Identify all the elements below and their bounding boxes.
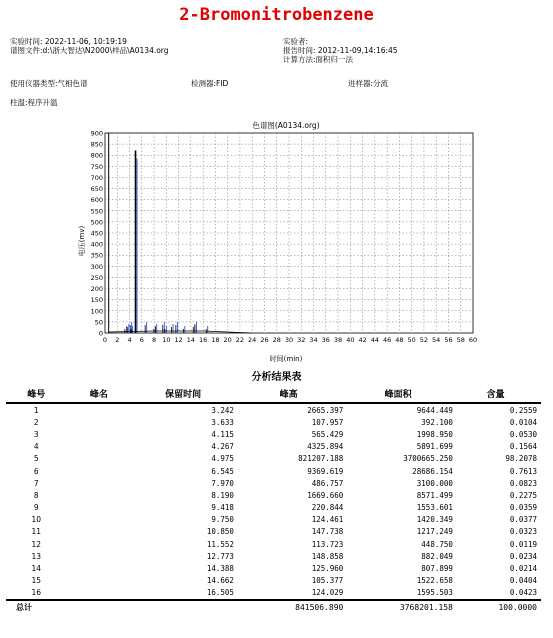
total-label: 总计	[6, 600, 67, 614]
cell-peak-height: 486.757	[311, 478, 344, 488]
cell-retention-time: 14.388	[206, 564, 234, 574]
cell-retention-time: 16.505	[206, 588, 234, 598]
col-retention-time: 保留时间	[131, 384, 234, 403]
y-tick-label: 50	[94, 318, 103, 327]
cell-peak-name	[67, 428, 132, 440]
cell-peak-no: 13	[31, 551, 42, 561]
col-peak-name: 峰名	[67, 384, 132, 403]
cell-peak-no: 1	[33, 405, 39, 415]
cell-peak-height: 125.960	[311, 564, 344, 574]
cell-peak-height: 124.461	[311, 515, 344, 525]
calc-method: 计算方法:面积归一法	[283, 55, 354, 64]
cell-peak-no: 2	[33, 417, 39, 427]
results-header-row	[6, 384, 541, 403]
cell-peak-height: 565.429	[311, 429, 344, 439]
x-tick-label: 14	[186, 336, 196, 344]
cell-peak-no: 4	[33, 442, 39, 452]
cell-retention-time: 3.633	[211, 417, 234, 427]
total-row	[6, 600, 541, 614]
cell-content: 0.1564	[509, 442, 537, 452]
col-peak-no: 峰号	[6, 384, 67, 403]
cell-content: 0.2559	[509, 405, 537, 415]
y-tick-label: 450	[90, 229, 103, 238]
cell-peak-height: 113.723	[311, 539, 344, 549]
cell-retention-time: 8.190	[211, 490, 234, 500]
results-section-title: 分析结果表	[251, 372, 302, 383]
table-row	[6, 587, 541, 600]
y-tick-label: 900	[90, 129, 103, 138]
x-tick-label: 28	[272, 336, 281, 344]
cell-peak-area: 882.049	[421, 551, 453, 561]
cell-peak-height: 821207.188	[298, 454, 344, 464]
x-tick-label: 60	[468, 336, 478, 344]
y-tick-label: 750	[90, 162, 103, 171]
cell-peak-height: 107.957	[311, 417, 344, 427]
table-row	[6, 428, 541, 440]
cell-peak-name	[67, 453, 132, 465]
table-row	[6, 526, 541, 538]
cell-retention-time: 6.545	[211, 466, 234, 476]
cell-peak-name	[67, 538, 132, 550]
y-tick-label: 0	[98, 329, 103, 338]
x-axis-label: 时间(min)	[269, 355, 303, 363]
cell-peak-no: 7	[33, 478, 39, 488]
chart-title: 色谱图(A0134.org)	[252, 121, 320, 130]
cell-retention-time: 12.773	[206, 551, 234, 561]
table-row	[6, 477, 541, 489]
cell-peak-height: 4325.894	[307, 442, 344, 452]
total-content: 100.0000	[453, 600, 541, 614]
x-tick-label: 8	[151, 336, 157, 344]
cell-peak-height: 9369.619	[307, 466, 344, 476]
cell-peak-name	[67, 416, 132, 428]
y-tick-label: 700	[90, 173, 103, 182]
cell-peak-no: 3	[33, 429, 39, 439]
y-tick-label: 400	[90, 240, 103, 249]
y-tick-label: 650	[90, 185, 103, 194]
cell-retention-time: 11.552	[206, 539, 234, 549]
x-tick-label: 48	[395, 336, 404, 344]
x-tick-label: 44	[370, 336, 380, 344]
cell-peak-name	[67, 441, 132, 453]
cell-peak-no: 6	[33, 466, 39, 476]
exp-time: 实验时间: 2022-11-06, 10:19:19	[10, 37, 127, 46]
cell-peak-name	[67, 403, 132, 416]
column-temp: 柱温:程序升温	[10, 98, 58, 107]
y-tick-label: 150	[90, 296, 103, 305]
col-peak-height: 峰高	[234, 384, 343, 403]
cell-peak-area: 1998.950	[416, 429, 453, 439]
x-tick-label: 50	[407, 336, 416, 344]
x-tick-label: 6	[139, 336, 144, 344]
cell-retention-time: 4.975	[211, 454, 234, 464]
cell-content: 0.0119	[509, 539, 537, 549]
table-row	[6, 465, 541, 477]
cell-peak-no: 15	[31, 576, 42, 586]
y-tick-label: 100	[90, 307, 103, 316]
x-tick-label: 58	[456, 336, 465, 344]
cell-peak-area: 392.100	[421, 417, 453, 427]
cell-retention-time: 9.418	[211, 503, 234, 513]
y-axis-label: 电压(mv)	[78, 225, 86, 257]
chromatogram-chart	[78, 115, 488, 365]
cell-content: 0.0323	[509, 527, 537, 537]
table-row	[6, 489, 541, 501]
table-row	[6, 550, 541, 562]
cell-content: 0.0423	[509, 588, 537, 598]
table-row	[6, 441, 541, 453]
cell-peak-area: 1522.658	[416, 576, 453, 586]
cell-peak-no: 5	[33, 454, 39, 464]
cell-content: 98.2078	[505, 454, 537, 464]
x-tick-label: 10	[162, 336, 171, 344]
x-tick-label: 38	[333, 336, 343, 344]
cell-peak-no: 16	[31, 588, 42, 598]
table-row	[6, 403, 541, 416]
cell-peak-height: 220.844	[311, 503, 344, 513]
x-tick-label: 22	[235, 336, 245, 344]
cell-content: 0.2275	[509, 490, 537, 500]
cell-peak-name	[67, 489, 132, 501]
x-tick-label: 56	[444, 336, 453, 344]
cell-content: 0.0234	[509, 551, 537, 561]
cell-peak-area: 1553.601	[416, 503, 453, 513]
x-tick-label: 54	[432, 336, 441, 344]
y-tick-label: 350	[90, 251, 103, 260]
cell-peak-height: 105.377	[311, 576, 344, 586]
table-row	[6, 502, 541, 514]
x-tick-label: 18	[211, 336, 220, 344]
x-tick-label: 52	[419, 336, 429, 344]
x-tick-label: 4	[127, 336, 132, 344]
x-tick-label: 16	[198, 336, 208, 344]
cell-peak-no: 14	[31, 564, 42, 574]
table-row	[6, 514, 541, 526]
cell-peak-area: 3100.000	[416, 478, 453, 488]
cell-peak-area: 807.899	[421, 564, 453, 574]
col-peak-area: 峰面积	[343, 384, 453, 403]
cell-peak-area: 1420.349	[416, 515, 453, 525]
x-tick-label: 42	[358, 336, 367, 344]
col-content: 含量	[453, 384, 541, 403]
table-row	[6, 575, 541, 587]
cell-retention-time: 4.115	[211, 429, 234, 439]
experimenter: 实验者:	[283, 37, 309, 46]
cell-peak-height: 147.738	[311, 527, 344, 537]
x-tick-label: 2	[115, 336, 120, 344]
cell-content: 0.0404	[509, 576, 537, 586]
detector: 检测器:FID	[191, 79, 229, 88]
y-tick-label: 550	[90, 207, 103, 216]
y-tick-label: 800	[90, 151, 103, 160]
y-tick-label: 600	[90, 196, 103, 205]
cell-peak-name	[67, 514, 132, 526]
x-tick-label: 12	[174, 336, 183, 344]
x-tick-label: 40	[346, 336, 355, 344]
y-tick-label: 850	[90, 140, 103, 149]
cell-peak-name	[67, 550, 132, 562]
y-tick-label: 200	[90, 285, 103, 294]
x-tick-label: 36	[321, 336, 330, 344]
cell-peak-area: 8571.499	[416, 490, 453, 500]
y-tick-label: 300	[90, 262, 103, 271]
report-title: 2-Bromonitrobenzene	[179, 5, 374, 25]
table-row	[6, 453, 541, 465]
cell-peak-no: 11	[31, 527, 42, 537]
total-area: 3768201.158	[343, 600, 453, 614]
x-tick-label: 34	[309, 336, 318, 344]
cell-peak-area: 448.750	[421, 539, 453, 549]
cell-peak-no: 10	[31, 515, 42, 525]
report-time: 报告时间: 2012-11-09,14:16:45	[283, 46, 398, 55]
cell-content: 0.0214	[509, 564, 537, 574]
cell-content: 0.0104	[509, 417, 537, 427]
cell-content: 0.0359	[509, 503, 537, 513]
cell-peak-area: 9644.449	[416, 405, 453, 415]
cell-retention-time: 7.970	[211, 478, 234, 488]
cell-retention-time: 3.242	[211, 405, 234, 415]
table-row	[6, 538, 541, 550]
y-tick-label: 500	[90, 218, 103, 227]
cell-retention-time: 14.662	[206, 576, 234, 586]
cell-peak-area: 1595.503	[416, 588, 453, 598]
x-tick-label: 30	[284, 336, 294, 344]
cell-peak-no: 9	[33, 503, 39, 513]
x-tick-label: 46	[382, 336, 392, 344]
cell-content: 0.0530	[509, 429, 537, 439]
injector: 进样器:分流	[348, 79, 389, 88]
cell-retention-time: 9.750	[211, 515, 234, 525]
x-tick-label: 20	[223, 336, 232, 344]
cell-peak-height: 124.029	[311, 588, 344, 598]
data-file: 谱图文件:d:\浙大智达\N2000\样品\A0134.org	[10, 46, 169, 55]
cell-peak-no: 12	[31, 539, 42, 549]
cell-peak-name	[67, 502, 132, 514]
x-tick-label: 32	[297, 336, 306, 344]
cell-peak-height: 2665.397	[307, 405, 344, 415]
cell-peak-name	[67, 562, 132, 574]
cell-peak-name	[67, 465, 132, 477]
cell-peak-no: 8	[33, 490, 39, 500]
cell-content: 0.0377	[509, 515, 537, 525]
cell-peak-area: 28686.154	[412, 466, 453, 476]
cell-peak-height: 148.858	[311, 551, 344, 561]
cell-peak-name	[67, 575, 132, 587]
y-tick-label: 250	[90, 273, 103, 282]
table-row	[6, 562, 541, 574]
cell-peak-area: 1217.249	[416, 527, 453, 537]
cell-peak-name	[67, 477, 132, 489]
x-tick-label: 0	[102, 336, 108, 344]
cell-content: 0.0823	[509, 478, 537, 488]
cell-content: 0.7613	[509, 466, 537, 476]
instrument-type: 使用仪器类型:气相色谱	[10, 79, 88, 88]
table-row	[6, 416, 541, 428]
cell-peak-name	[67, 526, 132, 538]
x-tick-label: 26	[260, 336, 269, 344]
results-table	[6, 384, 541, 614]
x-tick-label: 24	[248, 336, 257, 344]
total-height: 841506.890	[234, 600, 343, 614]
cell-peak-height: 1669.660	[307, 490, 344, 500]
cell-retention-time: 4.267	[211, 442, 234, 452]
cell-peak-area: 5891.699	[416, 442, 453, 452]
cell-peak-name	[67, 587, 132, 600]
cell-peak-area: 3700665.250	[403, 454, 453, 464]
cell-retention-time: 10.850	[206, 527, 234, 537]
